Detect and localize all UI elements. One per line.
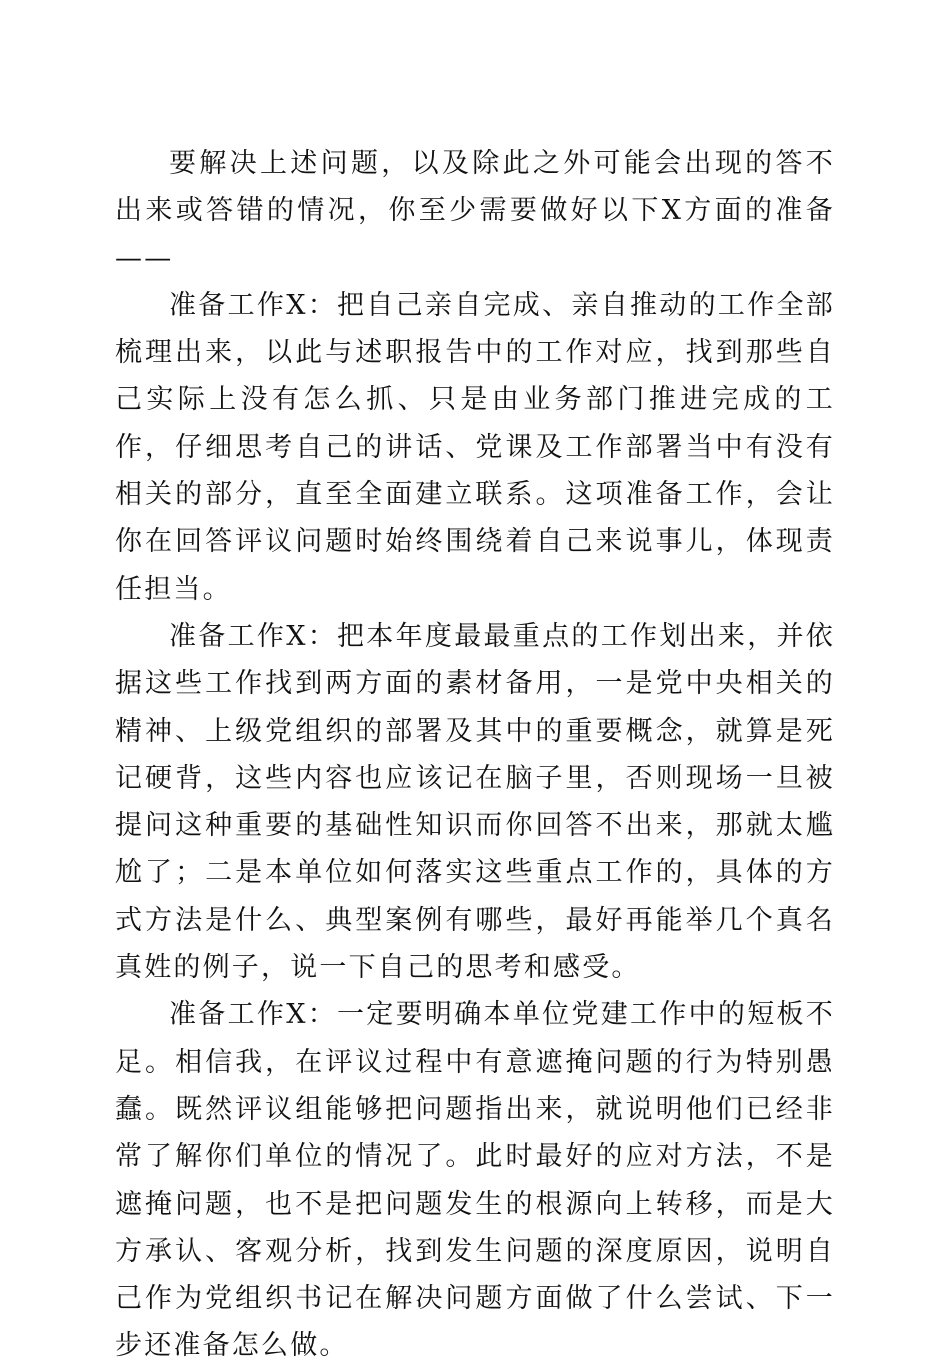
paragraph-preparation-2: 准备工作X：把本年度最最重点的工作划出来，并依据这些工作找到两方面的素材备用，一是党中央相关的精神、上级党组织的部署及其中的重要概念，就算是死记硬背，这些内容也应该记在脑子里，否则现场一旦被提问这种重要的基础性知识而你回答不出来，那就太尴尬了；二是本单位如何落实这些重点工作的，具体的方式方法是什么、典型案例有哪些，最好再能举几个真名真姓的例子，说一下自己的思考和感受。 bbox=[115, 620, 835, 984]
document-body bbox=[115, 140, 835, 1370]
paragraph-preparation-1: 准备工作X：把自己亲自完成、亲自推动的工作全部梳理出来，以此与述职报告中的工作对应，找到那些自己实际上没有怎么抓、只是由业务部门推进完成的工作，仔细思考自己的讲话、党课及工作部署当中有没有相关的部分，直至全面建立联系。这项准备工作，会让你在回答评议问题时始终围绕着自己来说事儿，体现责任担当。 bbox=[115, 289, 835, 605]
paragraph-intro: 要解决上述问题，以及除此之外可能会出现的答不出来或答错的情况，你至少需要做好以下X方面的准备—— bbox=[115, 148, 835, 274]
paragraph-preparation-3: 准备工作X：一定要明确本单位党建工作中的短板不足。相信我，在评议过程中有意遮掩问题的行为特别愚蠢。既然评议组能够把问题指出来，就说明他们已经非常了解你们单位的情况了。此时最好的应对方法，不是遮掩问题，也不是把问题发生的根源向上转移，而是大方承认、客观分析，找到发生问题的深度原因，说明自己作为党组织书记在解决问题方面做了什么尝试、下一步还准备怎么做。 bbox=[115, 999, 835, 1362]
